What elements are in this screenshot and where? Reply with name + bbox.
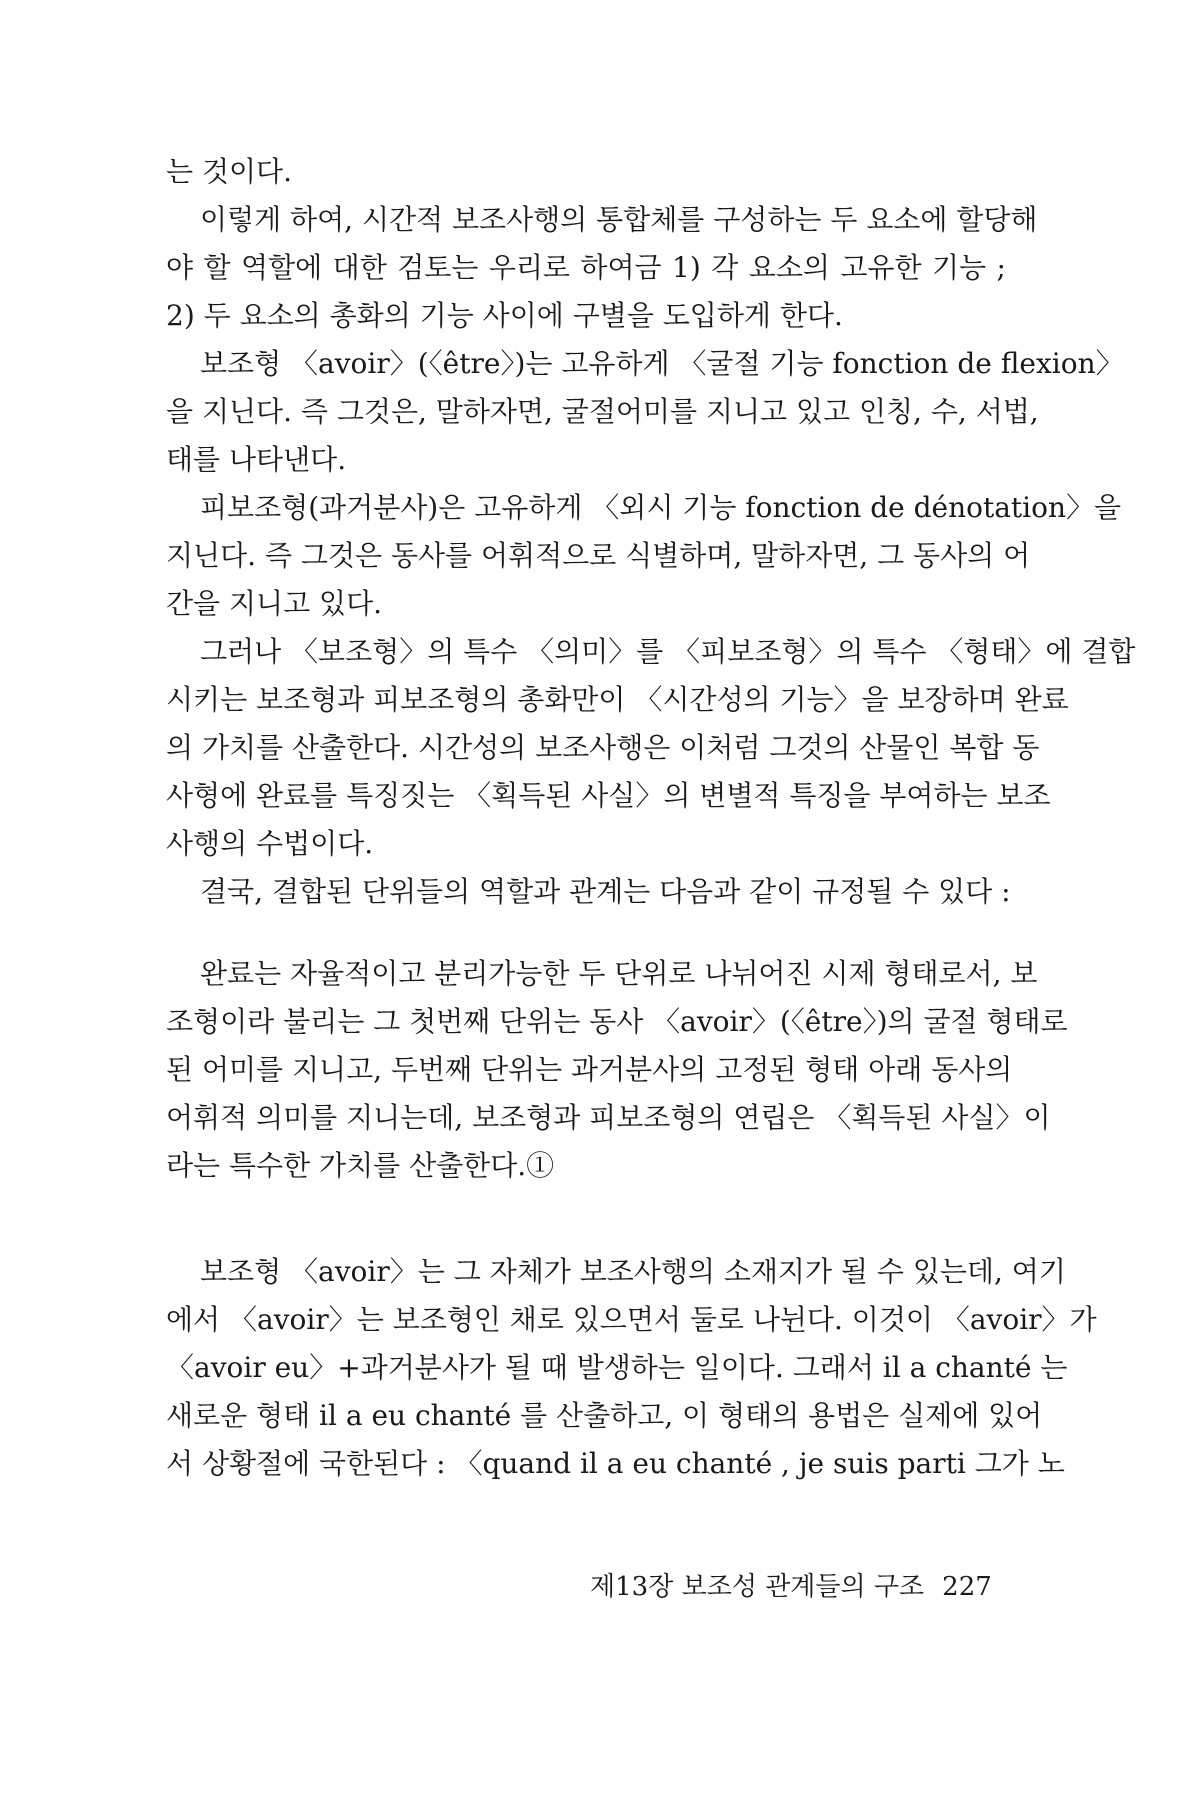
text-line: 야 할 역할에 대한 검토는 우리로 하여금 1) 각 요소의 고유한 기능 ; xyxy=(166,251,1006,284)
text-line: 간을 지니고 있다. xyxy=(166,587,383,620)
text-line: 보조형 〈avoir〉는 그 자체가 보조사행의 소재지가 될 수 있는데, 여기 xyxy=(200,1255,1066,1288)
block-spacer xyxy=(166,1190,1006,1248)
block-spacer xyxy=(166,916,1006,950)
text-line: 이렇게 하여, 시간적 보조사행의 통합체를 구성하는 두 요소에 할당해 xyxy=(200,203,1038,236)
quote-line: 된 어미를 지니고, 두번째 단위는 과거분사의 고정된 형태 아래 동사의 xyxy=(166,1053,1013,1086)
text-line: 보조형 〈avoir〉(〈être〉)는 고유하게 〈굴절 기능 fonction de flexion〉 xyxy=(200,347,1124,380)
text-line: 는 것이다. xyxy=(166,155,292,188)
quote-line: 라는 특수한 가치를 산출한다.① xyxy=(166,1149,555,1182)
text-line: 지닌다. 즉 그것은 동사를 어휘적으로 식별하며, 말하자면, 그 동사의 어 xyxy=(166,539,1031,572)
text-line: 의 가치를 산출한다. 시간성의 보조사행은 이처럼 그것의 산물인 복합 동 xyxy=(166,731,1040,764)
quote-line: 어휘적 의미를 지니는데, 보조형과 피보조형의 연립은 〈획득된 사실〉이 xyxy=(166,1101,1051,1134)
body-text-top xyxy=(166,148,1136,1488)
text-line: 2) 두 요소의 총화의 기능 사이에 구별을 도입하게 한다. xyxy=(166,299,843,332)
text-line: 피보조형(과거분사)은 고유하게 〈외시 기능 fonction de dénotation〉을 xyxy=(200,491,1122,524)
page-footer xyxy=(590,1566,992,1603)
text-line: 에서 〈avoir〉는 보조형인 채로 있으면서 둘로 나뉜다. 이것이 〈avoir〉가 xyxy=(166,1303,1097,1336)
text-line: 사형에 완료를 특징짓는 〈획득된 사실〉의 변별적 특징을 부여하는 보조 xyxy=(166,779,1051,812)
running-head: 제13장 보조성 관계들의 구조 xyxy=(590,1572,925,1602)
text-line: 태를 나타낸다. xyxy=(166,443,347,476)
text-line: 사행의 수법이다. xyxy=(166,827,374,860)
text-line: 결국, 결합된 단위들의 역할과 관계는 다음과 같이 규정될 수 있다 : xyxy=(200,875,1011,908)
quote-line: 완료는 자율적이고 분리가능한 두 단위로 나뉘어진 시제 형태로서, 보 xyxy=(200,957,1038,990)
quote-line: 조형이라 불리는 그 첫번째 단위는 동사 〈avoir〉(〈être〉)의 굴절 형태로 xyxy=(166,1005,1068,1038)
text-line: 을 지닌다. 즉 그것은, 말하자면, 굴절어미를 지니고 있고 인칭, 수, 서법, xyxy=(166,395,1039,428)
text-line: 시키는 보조형과 피보조형의 총화만이 〈시간성의 기능〉을 보장하며 완료 xyxy=(166,683,1069,716)
page-number: 227 xyxy=(942,1572,992,1602)
text-line: 서 상황절에 국한된다 : 〈quand il a eu chanté , je suis parti 그가 노 xyxy=(166,1447,1065,1480)
text-line: 그러나 〈보조형〉의 특수 〈의미〉를 〈피보조형〉의 특수 〈형태〉에 결합 xyxy=(200,635,1136,668)
text-line: 〈avoir eu〉+과거분사가 될 때 발생하는 일이다. 그래서 il a chanté 는 xyxy=(166,1351,1068,1384)
text-line: 새로운 형태 il a eu chanté 를 산출하고, 이 형태의 용법은 실제에 있어 xyxy=(166,1399,1043,1432)
